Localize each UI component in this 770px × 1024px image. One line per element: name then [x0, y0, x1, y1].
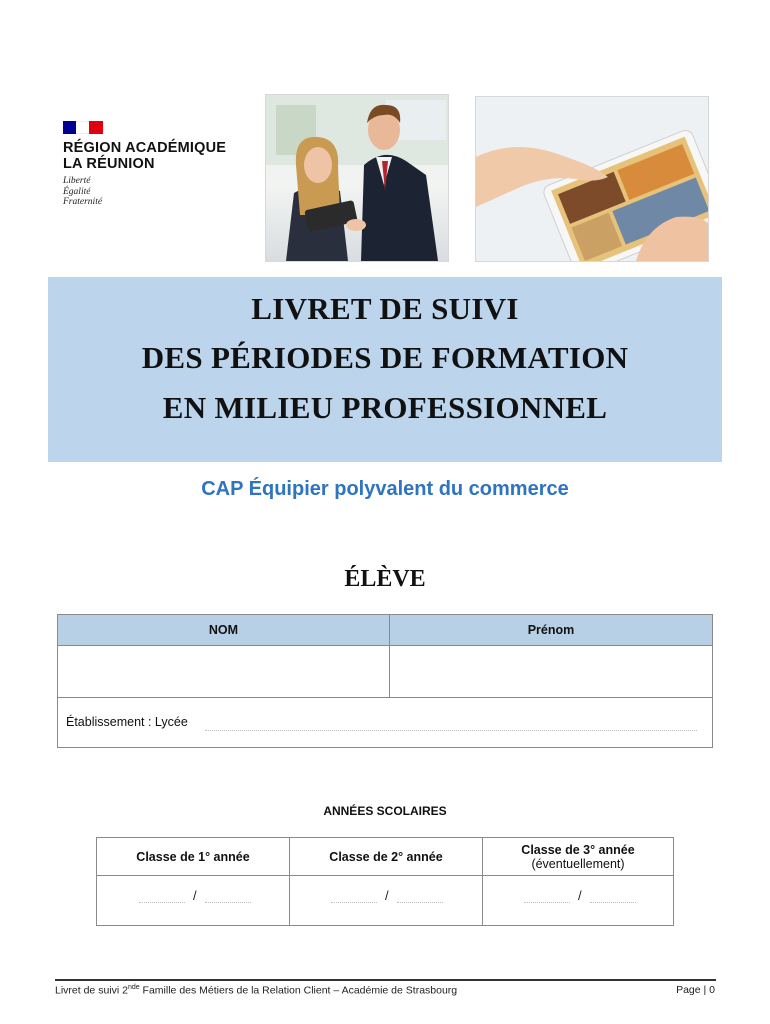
motto-fraternite: Fraternité — [63, 197, 103, 207]
motto-liberte: Liberté — [63, 176, 91, 186]
year2-label: Classe de 2° année — [329, 849, 443, 864]
year3-input[interactable] — [524, 888, 636, 903]
title-line-3: EN MILIEU PROFESSIONNEL — [162, 390, 608, 425]
nom-header: NOM — [58, 615, 389, 646]
marianne-flag-icon — [63, 121, 103, 134]
year3-note: (éventuellement) — [531, 856, 625, 871]
footer-rule — [55, 979, 716, 981]
year-separator: / — [578, 888, 582, 903]
motto-egalite: Égalité — [63, 186, 91, 197]
year-separator: / — [193, 888, 197, 903]
photo-sales-people — [265, 94, 449, 262]
page-number: Page | 0 — [676, 984, 715, 996]
prenom-field[interactable] — [390, 646, 712, 698]
year1-input[interactable] — [139, 888, 251, 903]
student-table — [57, 614, 713, 748]
annees-scolaires-heading: ANNÉES SCOLAIRES — [323, 804, 447, 818]
etablissement-field[interactable] — [205, 730, 697, 731]
title-line-1: LIVRET DE SUIVI — [251, 291, 519, 326]
row-divider — [97, 875, 673, 876]
logo-region-line2: LA RÉUNION — [63, 156, 155, 172]
school-years-table — [96, 837, 674, 926]
year2-header — [290, 838, 482, 875]
nom-field[interactable] — [58, 646, 389, 698]
title-band — [48, 277, 722, 462]
etablissement-label: Établissement : Lycée — [66, 715, 188, 729]
year1-header — [97, 838, 289, 875]
year1-label: Classe de 1° année — [136, 849, 250, 864]
logo-motto — [63, 176, 253, 208]
column-divider — [389, 615, 390, 698]
year-separator: / — [385, 888, 389, 903]
photo-tablet-hand — [475, 96, 709, 262]
eleve-heading: ÉLÈVE — [344, 566, 426, 592]
logo-region-line1: RÉGION ACADÉMIQUE — [63, 140, 227, 156]
region-logo — [63, 121, 253, 208]
cap-subtitle: CAP Équipier polyvalent du commerce — [201, 478, 569, 500]
year2-input[interactable] — [331, 888, 443, 903]
year3-label: Classe de 3° année — [521, 842, 635, 857]
title-line-2: DES PÉRIODES DE FORMATION — [141, 340, 629, 375]
prenom-header: Prénom — [390, 615, 712, 646]
year3-header — [483, 838, 673, 875]
footer-text: Livret de suivi 2nde Famille des Métiers de la Relation Client – Académie de Strasbourg — [55, 984, 458, 997]
